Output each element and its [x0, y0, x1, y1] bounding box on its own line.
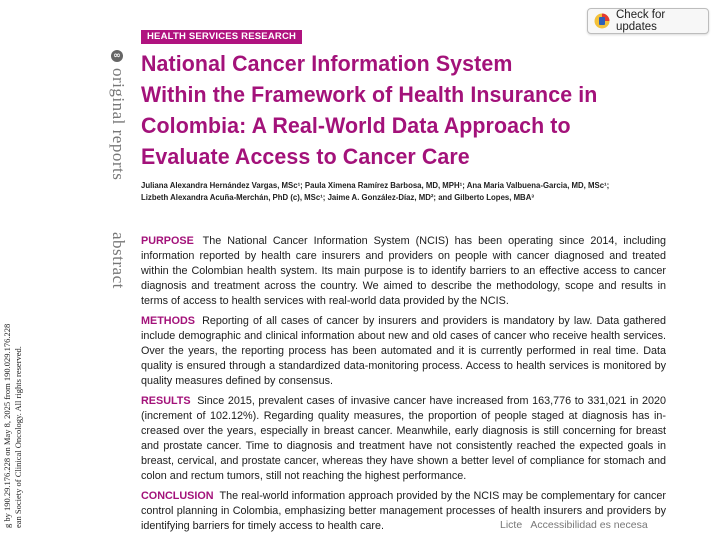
methods-heading: METHODS: [141, 315, 195, 327]
results-heading: RESULTS: [141, 395, 191, 407]
author-line: Juliana Alexandra Hernández Vargas, MSc¹; Paula Ximena Ramírez Barbosa, MD, MPH¹; Ana Maria Valbuena-Garcia, MD, MSc¹;: [141, 181, 610, 190]
check-updates-label: Check for updates: [616, 9, 666, 33]
title-line: National Cancer Information System: [141, 51, 513, 76]
side-labels: [108, 48, 128, 348]
title-line: Colombia: A Real-World Data Approach to: [141, 113, 571, 138]
download-notice-strip: [0, 0, 30, 528]
title-line: Within the Framework of Health Insurance in: [141, 82, 598, 107]
conclusion-heading: CONCLUSION: [141, 490, 214, 502]
conclusion-text: The real-world information approach provided by the NCIS may be complementary for cancer control planning in Colombia, emphasizing better management processes of health insurers and providers by identifying barriers for timely access to health care.: [141, 490, 666, 532]
download-notice-line: g by 190.29.176.228 on May 8, 2025 from 190.029.176.228: [2, 323, 12, 528]
download-notice-line: ean Society of Clinical Oncology. All rights reserved.: [12, 346, 23, 528]
purpose-text: The National Cancer Information System (NCIS) has been operating since 2014, including information reported by health care insurers and providers on people with cancer diagnosed and treated within the Colombian health system. Its main purpose is to identify barriers to an effective access to cancer diagnosis and treatment across the country. We aimed to describe the methodology, scope and results in terms of access to health services with real-world data provided by the NCIS.: [141, 235, 666, 307]
abstract-body: [141, 234, 666, 539]
check-for-updates-button[interactable]: [587, 8, 709, 34]
title-line: Evaluate Access to Cancer Care: [141, 144, 470, 169]
abstract-purpose: [141, 234, 666, 309]
open-access-icon: ∞: [111, 50, 123, 62]
methods-text: Reporting of all cases of cancer by insurers and providers is mandatory by law. Data gathered include demographic and clinical information about new and old cases of cancer who receive health services. Over the years, the reporting process has been automated and it is currently performed in real time. Data quality is ensured through a standardized data-monitoring process. Access to health services is monitored by quality measures defined by consensus.: [141, 315, 667, 387]
section-side-label: original reports: [109, 68, 128, 181]
author-list: [141, 180, 701, 204]
abstract-side-label: abstract: [109, 232, 128, 289]
purpose-heading: PURPOSE: [141, 235, 194, 247]
section-tag: HEALTH SERVICES RESEARCH: [141, 30, 302, 44]
check-updates-icon: [594, 13, 610, 29]
author-line: Lizbeth Alexandra Acuña-Merchán, PhD (c), MSc¹; Jaime A. González-Díaz, MD²; and Gilberto Lopes, MBA³: [141, 193, 534, 202]
abstract-methods: [141, 314, 666, 389]
article-title: [141, 48, 635, 172]
abstract-results: [141, 394, 666, 484]
results-text: Since 2015, prevalent cases of invasive cancer have increased from 163,776 to 331,021 in 2020 (increment of 102.12%). Regarding quality measures, the proportion of people staged at diagnosis has in-creased over the years, especially in breast cancer. Meanwhile, early diagnosis is still concerning for breast and prostate cancer. Time to diagnosis and treatment have not consistently reached the expected goals in breast, cervical, and prostate cancer, whereas they have shown a better level of compliance for stomach and colon and rectum tumors, still not reaching the highest performance.: [141, 395, 666, 482]
cutoff-footer-text: Licte Accessibilidad es necesa: [500, 519, 648, 531]
